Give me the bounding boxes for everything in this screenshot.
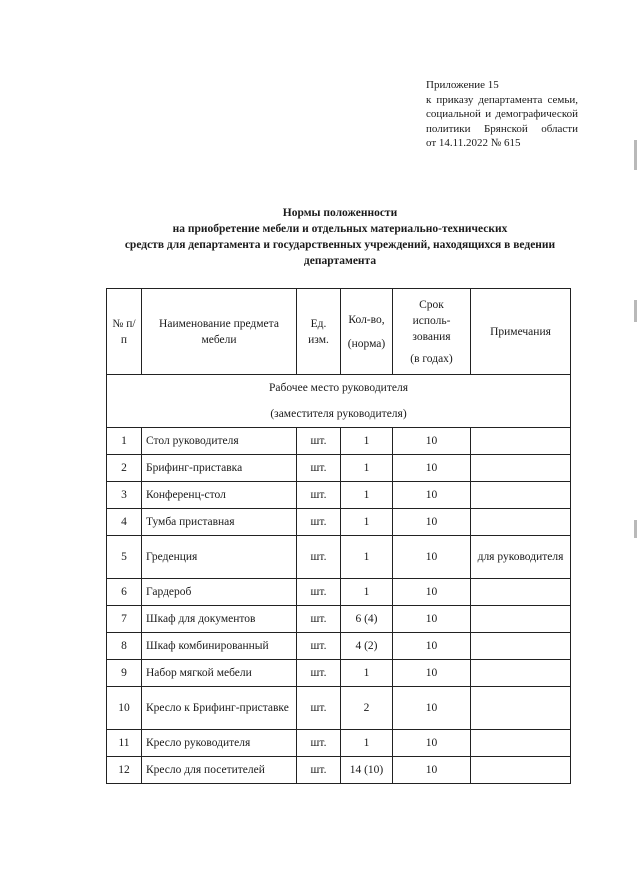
row-unit: шт.: [297, 606, 341, 633]
row-item-name: Гардероб: [142, 579, 297, 606]
row-unit: шт.: [297, 536, 341, 579]
row-quantity: 1: [341, 660, 393, 687]
scan-edge-mark: [634, 520, 637, 538]
table-row: [107, 687, 571, 730]
section-title-line: Рабочее место руководителя: [269, 382, 408, 394]
row-unit: шт.: [297, 455, 341, 482]
row-item-name: Греденция: [142, 536, 297, 579]
header-quantity-line: Кол-во,: [348, 313, 385, 326]
table-row: [107, 536, 571, 579]
header-quantity: [341, 289, 393, 375]
header-unit: Ед. изм.: [297, 289, 341, 375]
row-number: 8: [107, 633, 142, 660]
scan-edge-mark: [634, 140, 637, 170]
row-number: 10: [107, 687, 142, 730]
norms-table: [106, 288, 571, 784]
row-note: [471, 660, 571, 687]
title-line: Нормы положенности: [282, 207, 398, 219]
appendix-line: политики Брянской области: [426, 122, 578, 135]
row-unit: шт.: [297, 579, 341, 606]
table-row: [107, 428, 571, 455]
row-note: [471, 482, 571, 509]
row-number: 7: [107, 606, 142, 633]
header-term: [393, 289, 471, 375]
row-term: 10: [393, 509, 471, 536]
row-number: 12: [107, 757, 142, 784]
header-quantity-line: (норма): [347, 337, 386, 350]
row-number: 3: [107, 482, 142, 509]
table-row: [107, 482, 571, 509]
appendix-line: от 14.11.2022 № 615: [426, 137, 521, 149]
section-title-line: (заместителя руководителя): [270, 408, 407, 420]
row-number: 6: [107, 579, 142, 606]
table-row: [107, 509, 571, 536]
appendix-line: социальной и демографической: [426, 108, 578, 120]
row-note: [471, 509, 571, 536]
row-number: 4: [107, 509, 142, 536]
row-note: [471, 428, 571, 455]
row-note: [471, 757, 571, 784]
row-quantity: 2: [341, 687, 393, 730]
row-term: 10: [393, 579, 471, 606]
row-item-name: Стол руководителя: [142, 428, 297, 455]
row-note: [471, 633, 571, 660]
row-term: 10: [393, 536, 471, 579]
header-item-name: Наименование предмета мебели: [142, 289, 297, 375]
row-item-name: Шкаф комбинированный: [142, 633, 297, 660]
row-unit: шт.: [297, 730, 341, 757]
row-quantity: 1: [341, 428, 393, 455]
table-row: [107, 757, 571, 784]
row-quantity: 4 (2): [341, 633, 393, 660]
table-row: [107, 730, 571, 757]
row-note: [471, 687, 571, 730]
header-number: № п/п: [107, 289, 142, 375]
row-quantity: 14 (10): [341, 757, 393, 784]
row-quantity: 1: [341, 536, 393, 579]
row-quantity: 1: [341, 455, 393, 482]
row-number: 9: [107, 660, 142, 687]
row-note: [471, 606, 571, 633]
table-row: [107, 455, 571, 482]
appendix-block: [426, 78, 578, 151]
header-term-line: Срок: [419, 298, 444, 311]
row-unit: шт.: [297, 633, 341, 660]
appendix-line: Приложение 15: [426, 79, 499, 91]
row-number: 1: [107, 428, 142, 455]
table-row: [107, 579, 571, 606]
row-unit: шт.: [297, 428, 341, 455]
section-row: [107, 375, 571, 428]
row-term: 10: [393, 730, 471, 757]
title-line: средств для департамента и государственных учреждений, находящихся в ведении: [124, 239, 556, 251]
row-unit: шт.: [297, 757, 341, 784]
row-note: [471, 730, 571, 757]
row-item-name: Кресло руководителя: [142, 730, 297, 757]
row-number: 5: [107, 536, 142, 579]
scan-edge-mark: [634, 300, 637, 322]
table-row: [107, 660, 571, 687]
header-term-line: (в годах): [410, 352, 453, 365]
row-quantity: 1: [341, 509, 393, 536]
row-note: [471, 579, 571, 606]
document-title: [100, 205, 580, 269]
row-quantity: 6 (4): [341, 606, 393, 633]
row-quantity: 1: [341, 579, 393, 606]
row-term: 10: [393, 482, 471, 509]
row-unit: шт.: [297, 509, 341, 536]
row-item-name: Кресло к Брифинг-приставке: [142, 687, 297, 730]
row-term: 10: [393, 633, 471, 660]
row-quantity: 1: [341, 482, 393, 509]
row-item-name: Кресло для посетителей: [142, 757, 297, 784]
row-term: 10: [393, 428, 471, 455]
row-unit: шт.: [297, 687, 341, 730]
table-row: [107, 606, 571, 633]
row-unit: шт.: [297, 660, 341, 687]
section-title: [107, 375, 571, 428]
header-term-line: зования: [412, 330, 451, 343]
title-line: департамента: [303, 255, 377, 267]
row-term: 10: [393, 687, 471, 730]
row-number: 2: [107, 455, 142, 482]
row-term: 10: [393, 660, 471, 687]
row-quantity: 1: [341, 730, 393, 757]
header-term-line: исполь-: [412, 314, 451, 327]
row-item-name: Брифинг-приставка: [142, 455, 297, 482]
row-term: 10: [393, 606, 471, 633]
row-number: 11: [107, 730, 142, 757]
row-note: для руководителя: [471, 536, 571, 579]
row-item-name: Набор мягкой мебели: [142, 660, 297, 687]
header-notes: Примечания: [471, 289, 571, 375]
appendix-line: к приказу департамента семьи,: [426, 93, 578, 106]
table-row: [107, 633, 571, 660]
row-item-name: Конференц-стол: [142, 482, 297, 509]
row-term: 10: [393, 757, 471, 784]
row-item-name: Шкаф для документов: [142, 606, 297, 633]
row-unit: шт.: [297, 482, 341, 509]
row-term: 10: [393, 455, 471, 482]
row-item-name: Тумба приставная: [142, 509, 297, 536]
header-row: [107, 289, 571, 375]
row-note: [471, 455, 571, 482]
title-line: на приобретение мебели и отдельных материально-технических: [172, 223, 508, 235]
